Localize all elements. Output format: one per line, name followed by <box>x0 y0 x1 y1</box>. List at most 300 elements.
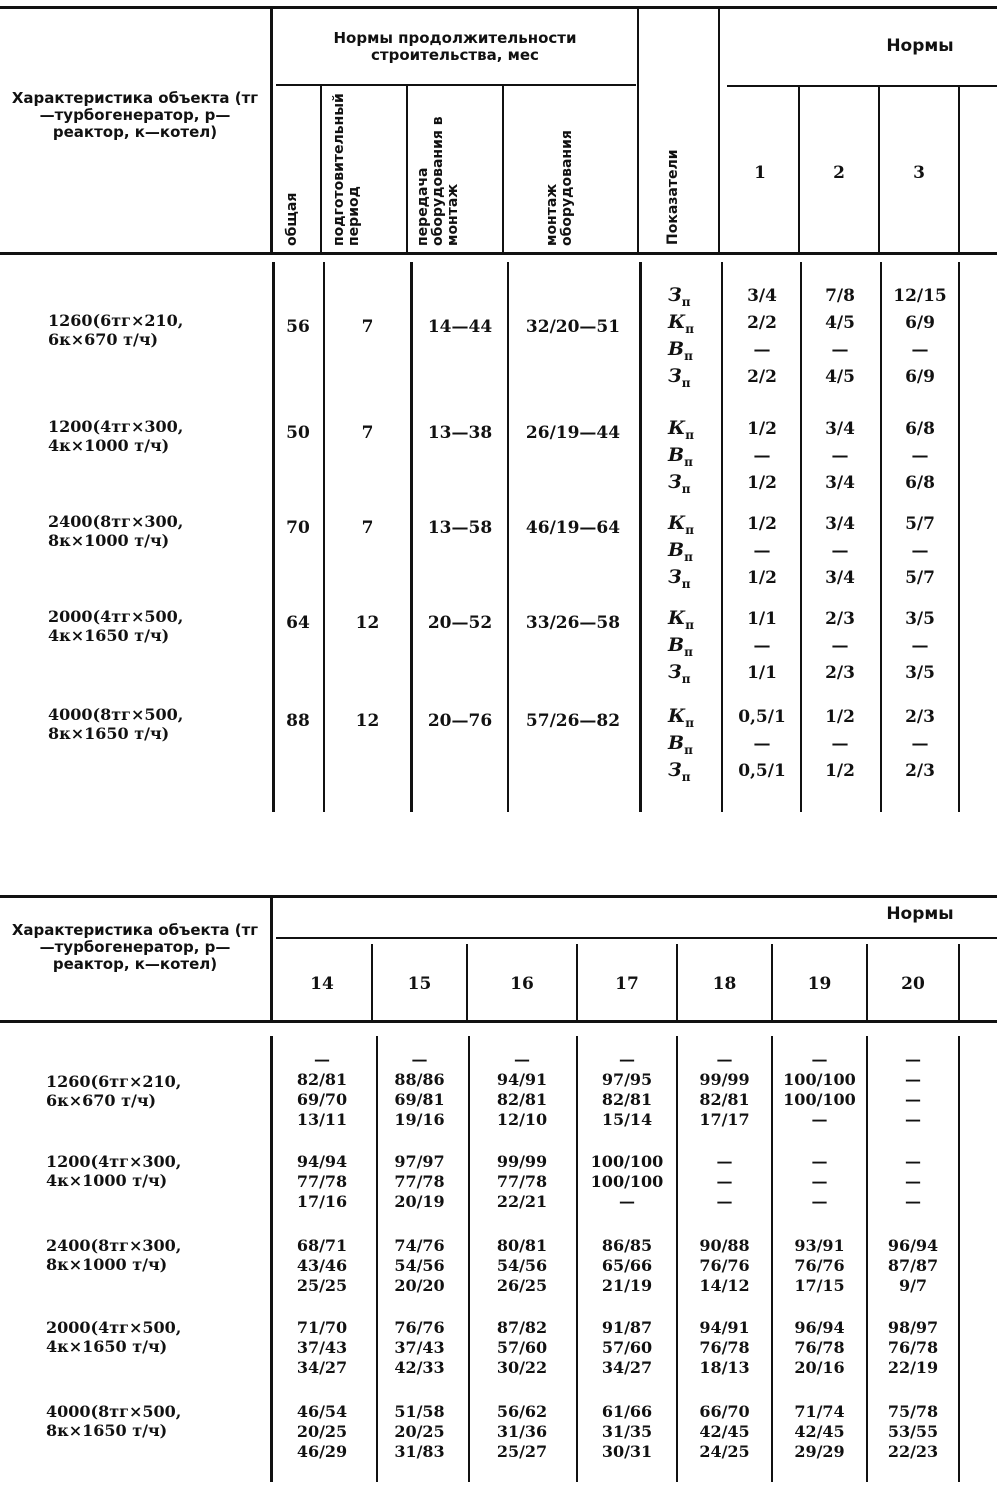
total-duration: 70 <box>286 518 310 538</box>
rule <box>958 944 960 1022</box>
norm-col-17: 17 <box>615 974 639 994</box>
norm-value: 42/45 <box>794 1422 845 1441</box>
norm-value: 2/3 <box>825 663 855 683</box>
norm-value: 37/43 <box>296 1338 348 1357</box>
norm-value: 6/8 <box>905 473 935 493</box>
norm-cell <box>273 1152 371 1212</box>
norm-value: 57/60 <box>601 1338 653 1357</box>
norm-value: 76/76 <box>699 1256 750 1275</box>
norm-value: 100/100 <box>590 1172 664 1191</box>
indicator-symbol <box>668 564 718 598</box>
norm-cell <box>773 1236 866 1296</box>
norm-cell <box>773 1318 866 1378</box>
norm-value: 66/70 <box>699 1402 750 1421</box>
norm-value: 12/15 <box>893 286 947 306</box>
indicator-letter: З <box>668 365 682 387</box>
norm-col-14: 14 <box>310 974 334 994</box>
norm-cell <box>373 1152 466 1212</box>
indicator-letter: К <box>668 705 686 727</box>
norm-value: 98/97 <box>887 1318 939 1337</box>
norm-value: — <box>716 1192 733 1211</box>
indicator-symbol <box>668 363 718 397</box>
prep-period: 7 <box>361 423 374 443</box>
norm-value: 15/14 <box>601 1110 653 1129</box>
norm-value: 34/27 <box>296 1358 348 1377</box>
norms-header-2: Нормы <box>886 904 954 924</box>
indicator-letter: К <box>668 512 686 534</box>
norm-cell <box>773 1152 866 1212</box>
object-name: 1260(6тг×210, 6к×670 т/ч) <box>48 311 184 349</box>
mount-period: 32/20—51 <box>525 317 621 337</box>
norm-value: 4/5 <box>825 313 855 333</box>
total-duration: 56 <box>286 317 310 337</box>
norm-value: 3/4 <box>825 419 855 439</box>
norm-value: — <box>911 636 929 656</box>
norm-value: 5/7 <box>905 568 935 588</box>
indicator-letter: З <box>668 759 682 781</box>
norm-value: 3/5 <box>905 663 935 683</box>
norm-col-16: 16 <box>510 974 534 994</box>
norm-value: 46/54 <box>296 1402 348 1421</box>
norm-value: 24/25 <box>699 1442 750 1461</box>
norm-value: 2/3 <box>825 609 855 629</box>
norm-value: 1/1 <box>747 609 777 629</box>
indicator-letter: К <box>668 311 686 333</box>
indicator-letter: К <box>668 417 686 439</box>
norm-value: 30/31 <box>601 1442 653 1461</box>
norm-value: 54/56 <box>394 1256 445 1275</box>
norm-value: 91/87 <box>601 1318 653 1337</box>
norm-value: 34/27 <box>601 1358 653 1377</box>
norm-value: 29/29 <box>794 1442 845 1461</box>
norm-cell <box>578 1402 676 1462</box>
mount-period: 57/26—82 <box>525 711 621 731</box>
norm-value: — <box>831 541 849 561</box>
norm-value: 86/85 <box>601 1236 653 1255</box>
norm-value: — <box>911 340 929 360</box>
norm-value: 75/78 <box>887 1402 939 1421</box>
norm-value: 100/100 <box>590 1152 664 1171</box>
norm-cell <box>273 1318 371 1378</box>
indicator-subscript: п <box>684 549 693 564</box>
norm-value: 3/4 <box>825 514 855 534</box>
indicator-header: Показатели <box>665 149 681 245</box>
norm-value: 31/83 <box>394 1442 445 1461</box>
norm-cell <box>373 1402 466 1462</box>
rule <box>270 8 273 254</box>
norm-value: 19/16 <box>394 1110 445 1129</box>
norm-value: 9/7 <box>898 1276 928 1295</box>
indicator-subscript: п <box>685 715 695 730</box>
rule <box>958 262 960 812</box>
norm-value: — <box>514 1050 530 1069</box>
norm-value: — <box>753 340 771 360</box>
norm-cell <box>468 1236 576 1296</box>
norm-value: 71/70 <box>296 1318 348 1337</box>
rule <box>958 87 960 254</box>
norm-value: 26/25 <box>496 1276 548 1295</box>
norm-value: 18/13 <box>699 1358 750 1377</box>
norm-value: 96/94 <box>794 1318 845 1337</box>
norm-cell <box>273 1236 371 1296</box>
norm-value: 31/35 <box>601 1422 653 1441</box>
indicator-subscript: п <box>684 742 693 757</box>
object-name: 1260(6тг×210, 6к×670 т/ч) <box>46 1072 182 1110</box>
norm-cell <box>678 1050 771 1130</box>
indicator-letter: В <box>668 444 685 466</box>
norm-col-18: 18 <box>712 974 737 994</box>
norm-value: 94/91 <box>699 1318 750 1337</box>
indicator-subscript: п <box>681 375 691 390</box>
norm-col-15: 15 <box>407 974 432 994</box>
indicator-subscript: п <box>681 481 691 496</box>
rule <box>637 8 639 254</box>
rule <box>0 6 997 9</box>
transfer-period: 13—38 <box>427 423 493 443</box>
indicator-subscript: п <box>681 576 691 591</box>
norm-value: 46/29 <box>296 1442 348 1461</box>
norm-value: 61/66 <box>601 1402 653 1421</box>
duration-col-total: общая <box>284 192 300 246</box>
norm-value: 20/16 <box>794 1358 845 1377</box>
norm-value: 76/76 <box>794 1256 845 1275</box>
total-duration: 64 <box>286 613 310 633</box>
norm-value: 69/70 <box>296 1090 348 1109</box>
norm-value: — <box>411 1050 428 1069</box>
indicator-letter: В <box>668 338 685 360</box>
indicator-subscript: п <box>684 644 693 659</box>
norm-value: 37/43 <box>394 1338 445 1357</box>
norm-cell <box>273 1402 371 1462</box>
norm-col-2: 2 <box>833 163 845 183</box>
norm-value: 6/9 <box>905 367 935 387</box>
norm-value: 42/33 <box>394 1358 445 1377</box>
norm-value: 93/91 <box>794 1236 845 1255</box>
transfer-period: 14—44 <box>427 317 493 337</box>
rule <box>958 1036 960 1482</box>
norm-value: 77/78 <box>394 1172 445 1191</box>
rule <box>502 86 504 254</box>
norm-cell <box>468 1050 576 1130</box>
indicator-letter: В <box>668 732 685 754</box>
norm-value: — <box>905 1152 921 1171</box>
norm-value: 30/22 <box>496 1358 548 1377</box>
norm-value: 94/94 <box>296 1152 348 1171</box>
norm-value: — <box>716 1050 733 1069</box>
norm-value: — <box>905 1172 921 1191</box>
norm-value: 94/91 <box>496 1070 548 1089</box>
norm-value: — <box>314 1050 330 1069</box>
norm-value: 25/25 <box>296 1276 348 1295</box>
norm-value: 42/45 <box>699 1422 750 1441</box>
norm-value: 100/100 <box>783 1090 856 1109</box>
indicator-subscript: п <box>684 348 693 363</box>
norm-value: — <box>905 1050 921 1069</box>
norm-value: 1/2 <box>825 761 855 781</box>
norm-value: — <box>811 1192 828 1211</box>
norm-value: 3/4 <box>747 286 777 306</box>
norm-cell <box>468 1402 576 1462</box>
norm-cell <box>868 1050 958 1130</box>
norm-cell <box>468 1318 576 1378</box>
norm-value: 2/2 <box>747 313 777 333</box>
rule <box>0 895 997 898</box>
norm-value: 0,5/1 <box>738 761 786 781</box>
norm-value: — <box>911 446 929 466</box>
norm-cell <box>373 1050 466 1130</box>
norm-value: — <box>753 734 771 754</box>
rule <box>0 1020 997 1023</box>
norm-value: — <box>905 1070 921 1089</box>
norm-value: 80/81 <box>496 1236 548 1255</box>
transfer-period: 20—52 <box>427 613 493 633</box>
norm-cell <box>273 1050 371 1130</box>
norm-col-1: 1 <box>754 163 766 183</box>
norm-value: 25/27 <box>496 1442 548 1461</box>
indicator-subscript: п <box>685 617 695 632</box>
norm-value: 77/78 <box>296 1172 348 1191</box>
norm-value: 76/78 <box>887 1338 939 1357</box>
norm-value: 3/5 <box>905 609 935 629</box>
object-name: 2400(8тг×300, 8к×1000 т/ч) <box>46 1236 182 1274</box>
norm-value: 99/99 <box>496 1152 548 1171</box>
norm-value: 20/20 <box>394 1276 445 1295</box>
norm-value: 56/62 <box>496 1402 548 1421</box>
norm-value: — <box>811 1110 828 1129</box>
transfer-period: 20—76 <box>427 711 493 731</box>
norm-value: 2/3 <box>905 707 935 727</box>
norm-value: 53/55 <box>887 1422 939 1441</box>
norm-value: 57/60 <box>496 1338 548 1357</box>
norm-value: 51/58 <box>394 1402 445 1421</box>
indicator-subscript: п <box>685 427 695 442</box>
norm-value: 68/71 <box>296 1236 348 1255</box>
norm-value: 6/9 <box>905 313 935 333</box>
indicator-subscript: п <box>685 321 695 336</box>
rule <box>406 86 408 254</box>
norm-value: 1/2 <box>747 473 777 493</box>
norm-value: — <box>811 1152 828 1171</box>
norm-value: 43/46 <box>296 1256 348 1275</box>
indicator-letter: К <box>668 607 686 629</box>
object-name: 2400(8тг×300, 8к×1000 т/ч) <box>48 512 184 550</box>
norm-cell <box>578 1318 676 1378</box>
norm-value: 6/8 <box>905 419 935 439</box>
norm-value: 1/2 <box>747 568 777 588</box>
norm-cell <box>868 1236 958 1296</box>
indicator-subscript: п <box>684 454 693 469</box>
norm-value: 1/2 <box>825 707 855 727</box>
rule <box>727 85 997 87</box>
indicator-symbol <box>668 659 718 693</box>
indicator-letter: З <box>668 566 682 588</box>
norm-value: 87/82 <box>496 1318 548 1337</box>
norm-value: — <box>905 1110 921 1129</box>
norm-value: 76/78 <box>699 1338 750 1357</box>
norm-cell <box>578 1050 676 1130</box>
norm-cell <box>373 1318 466 1378</box>
norm-value: 88/86 <box>394 1070 445 1089</box>
norm-cell <box>773 1402 866 1462</box>
indicator-letter: З <box>668 471 682 493</box>
norms-header: Нормы <box>886 36 954 56</box>
norm-cell <box>678 1152 771 1212</box>
norm-value: 22/19 <box>887 1358 939 1377</box>
object-name: 1200(4тг×300, 4к×1000 т/ч) <box>46 1152 182 1190</box>
total-duration: 88 <box>286 711 310 731</box>
duration-col-prep: подготовительный период <box>331 93 362 246</box>
norm-value: — <box>753 636 771 656</box>
rule <box>0 252 997 255</box>
norm-value: 87/87 <box>887 1256 939 1275</box>
indicator-symbol <box>668 757 718 791</box>
indicator-letter: З <box>668 284 682 306</box>
indicator-subscript: п <box>681 769 691 784</box>
rule <box>276 84 636 86</box>
indicator-subscript: п <box>681 671 691 686</box>
norm-value: 17/17 <box>699 1110 750 1129</box>
norm-value: 5/7 <box>905 514 935 534</box>
object-name: 4000(8тг×500, 8к×1650 т/ч) <box>48 705 184 743</box>
norm-cell <box>468 1152 576 1212</box>
norm-value: 71/74 <box>794 1402 845 1421</box>
indicator-letter: В <box>668 634 685 656</box>
norm-value: 17/15 <box>794 1276 845 1295</box>
rule <box>270 897 273 1022</box>
norm-value: — <box>905 1090 921 1109</box>
norm-value: 54/56 <box>496 1256 548 1275</box>
norm-value: 31/36 <box>496 1422 548 1441</box>
norm-value: — <box>753 446 771 466</box>
norm-value: 96/94 <box>887 1236 939 1255</box>
norm-value: — <box>831 340 849 360</box>
norm-cell <box>373 1236 466 1296</box>
rule <box>320 86 322 254</box>
rule <box>721 262 723 812</box>
norm-value: — <box>911 541 929 561</box>
norm-value: 3/4 <box>825 568 855 588</box>
norm-value: — <box>619 1050 635 1069</box>
norm-value: 21/19 <box>601 1276 653 1295</box>
norm-cell <box>868 1402 958 1462</box>
indicator-letter: В <box>668 539 685 561</box>
norm-value: 99/99 <box>699 1070 750 1089</box>
norm-value: 97/97 <box>394 1152 445 1171</box>
norm-value: 76/76 <box>394 1318 445 1337</box>
norm-value: 65/66 <box>601 1256 653 1275</box>
norm-value: 82/81 <box>601 1090 653 1109</box>
norm-value: — <box>716 1172 733 1191</box>
norm-value: 2/2 <box>747 367 777 387</box>
norm-value: 22/23 <box>887 1442 939 1461</box>
transfer-period: 13—58 <box>427 518 493 538</box>
total-duration: 50 <box>286 423 310 443</box>
norm-value: — <box>911 734 929 754</box>
rule <box>718 8 720 254</box>
norm-value: 20/25 <box>394 1422 445 1441</box>
norm-value: — <box>811 1172 828 1191</box>
norm-value: 1/1 <box>747 663 777 683</box>
mount-period: 33/26—58 <box>525 613 621 633</box>
norm-value: 7/8 <box>825 286 855 306</box>
norm-value: — <box>716 1152 733 1171</box>
norm-value: — <box>905 1192 921 1211</box>
duration-col-mount: монтаж оборудования <box>544 130 575 246</box>
prep-period: 7 <box>361 518 374 538</box>
norm-value: 97/95 <box>601 1070 653 1089</box>
prep-period: 12 <box>355 613 380 633</box>
indicator-subscript: п <box>685 522 695 537</box>
mount-period: 46/19—64 <box>525 518 621 538</box>
norm-value: — <box>831 636 849 656</box>
object-name: 1200(4тг×300, 4к×1000 т/ч) <box>48 417 184 455</box>
duration-group-header: Нормы продолжительности строительства, мес <box>333 29 577 64</box>
norm-value: 82/81 <box>699 1090 750 1109</box>
norm-value: 22/21 <box>496 1192 548 1211</box>
norm-value: 77/78 <box>496 1172 548 1191</box>
norm-value: 20/19 <box>394 1192 445 1211</box>
norm-col-19: 19 <box>807 974 832 994</box>
norm-cell <box>678 1318 771 1378</box>
rule <box>639 262 642 812</box>
prep-period: 12 <box>355 711 380 731</box>
norm-cell <box>773 1050 866 1130</box>
norm-value: 100/100 <box>783 1070 856 1089</box>
norm-value: — <box>831 446 849 466</box>
norm-value: 12/10 <box>496 1110 548 1129</box>
norm-value: 69/81 <box>394 1090 445 1109</box>
rule <box>276 937 997 939</box>
norm-value: 3/4 <box>825 473 855 493</box>
norm-value: 1/2 <box>747 514 777 534</box>
object-header: Характеристика объекта (тг—турбогенератор, р—реактор, к—котел) <box>11 89 259 141</box>
norm-value: — <box>753 541 771 561</box>
indicator-symbol <box>668 469 718 503</box>
norm-value: 14/12 <box>699 1276 750 1295</box>
prep-period: 7 <box>361 317 374 337</box>
norm-value: 82/81 <box>296 1070 348 1089</box>
norm-cell <box>678 1402 771 1462</box>
indicator-letter: З <box>668 661 682 683</box>
norm-cell <box>868 1152 958 1212</box>
object-name: 4000(8тг×500, 8к×1650 т/ч) <box>46 1402 182 1440</box>
norm-value: 2/3 <box>905 761 935 781</box>
norm-value: — <box>831 734 849 754</box>
norm-value: 74/76 <box>394 1236 445 1255</box>
norm-value: — <box>811 1050 828 1069</box>
object-name: 2000(4тг×500, 4к×1650 т/ч) <box>48 607 184 645</box>
object-header-2: Характеристика объекта (тг—турбогенератор, р—реактор, к—котел) <box>11 921 259 973</box>
norm-value: 17/16 <box>296 1192 348 1211</box>
object-name: 2000(4тг×500, 4к×1650 т/ч) <box>46 1318 182 1356</box>
norm-value: 90/88 <box>699 1236 750 1255</box>
duration-col-transfer: передача оборудования в монтаж <box>415 116 461 246</box>
rule <box>272 262 275 812</box>
norm-value: 20/25 <box>296 1422 348 1441</box>
norm-value: 76/78 <box>794 1338 845 1357</box>
norm-value: 0,5/1 <box>738 707 786 727</box>
norm-cell <box>678 1236 771 1296</box>
norm-cell <box>578 1236 676 1296</box>
mount-period: 26/19—44 <box>525 423 621 443</box>
norm-cell <box>868 1318 958 1378</box>
norm-value: 4/5 <box>825 367 855 387</box>
norm-col-20: 20 <box>901 974 925 994</box>
norm-col-3: 3 <box>913 163 925 183</box>
norm-value: 13/11 <box>296 1110 348 1129</box>
norm-cell <box>578 1152 676 1212</box>
norm-value: 82/81 <box>496 1090 548 1109</box>
